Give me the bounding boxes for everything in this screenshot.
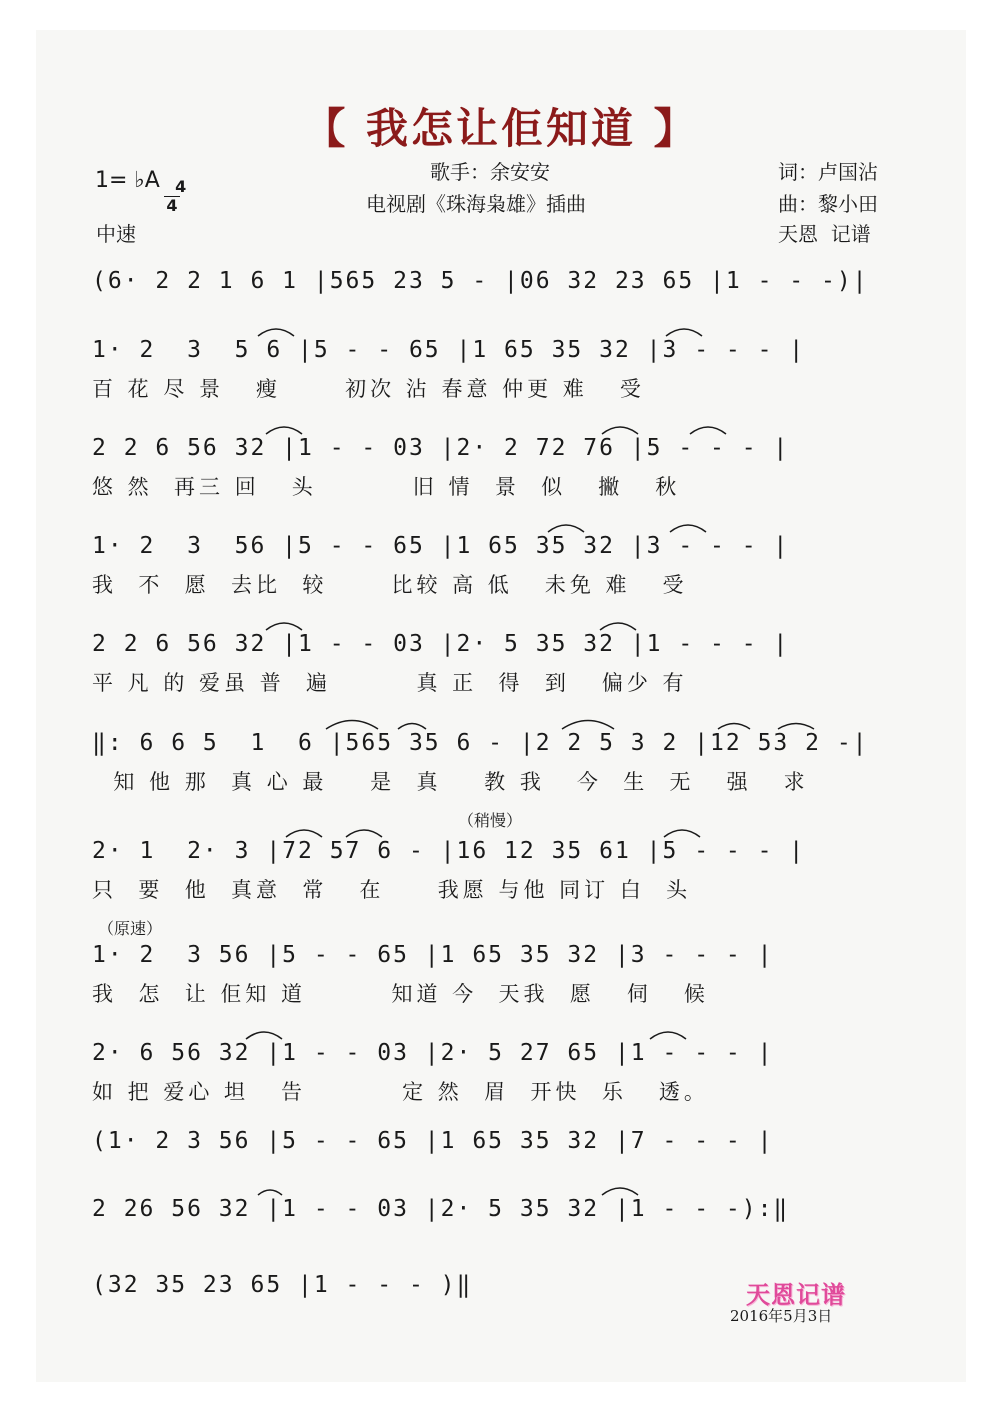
notation: (1· 2 3 56 |5 - - 65 |1 65 35 32 |7 - - - | — [92, 1128, 774, 1154]
tempo-marking: 中速 — [96, 222, 136, 246]
notation: 2· 6 56 32 |1 - - 03 |2· 5 27 65 |1 - - - | — [92, 1040, 774, 1066]
transcription-date: 2016年5月3日 — [730, 1307, 833, 1325]
lyrics: 百 花 尽 景 瘦 初次 沾 春意 仲更 难 受 — [92, 377, 645, 401]
key-signature: 1= ♭A — [95, 168, 160, 193]
source-credit: 电视剧《珠海枭雄》插曲 — [366, 192, 586, 216]
notation: (32 35 23 65 |1 - - - )‖ — [92, 1272, 473, 1298]
lyrics: 悠 然 再三 回 头 旧 情 景 似 撇 秋 — [92, 475, 681, 499]
lyrics: 如 把 爱心 坦 告 定 然 眉 开快 乐 透。 — [92, 1080, 709, 1104]
lyrics: 我 不 愿 去比 较 比较 高 低 未免 难 受 — [92, 573, 688, 597]
notation: 1· 2 3 5 6 |5 - - 65 |1 65 35 32 |3 - - - | — [92, 337, 806, 363]
composer-credit: 曲：黎小田 — [778, 192, 878, 216]
time-signature: 4 4 — [164, 163, 180, 214]
notation: 2 2 6 56 32 |1 - - 03 |2· 2 72 76 |5 - - - | — [92, 435, 790, 461]
lyricist-credit: 词：卢国沾 — [778, 160, 878, 184]
singer-credit: 歌手：余安安 — [430, 160, 550, 184]
transcriber-credit: 天恩 记谱 — [778, 222, 871, 246]
song-title: 【 我怎让佢知道 】 — [303, 104, 699, 153]
lyrics: 只 要 他 真意 常 在 我愿 与他 同订 白 头 — [92, 878, 692, 902]
notation: 2· 1 2· 3 |72 57 6 - |16 12 35 61 |5 - - - | — [92, 838, 806, 864]
transcriber-stamp: 天恩记谱 — [746, 1280, 846, 1309]
notation: 1· 2 3 56 |5 - - 65 |1 65 35 32 |3 - - - | — [92, 533, 790, 559]
notation: (6· 2 2 1 6 1 |565 23 5 - |06 32 23 65 |1 - - -)| — [92, 268, 869, 294]
tempo-note-slower: （稍慢） — [458, 811, 523, 830]
tempo-note-original: （原速） — [98, 919, 163, 938]
notation: 2 26 56 32 |1 - - 03 |2· 5 35 32 |1 - - -):‖ — [92, 1196, 790, 1222]
lyrics: 我 怎 让 佢知 道 知道 今 天我 愿 伺 候 — [92, 982, 709, 1006]
lyrics: 知 他 那 真 心 最 是 真 教 我 今 生 无 强 求 — [92, 770, 809, 794]
notation: ‖: 6 6 5 1 6 |565 35 6 - |2 2 5 3 2 |12 53 2 -| — [92, 730, 869, 756]
notation: 2 2 6 56 32 |1 - - 03 |2· 5 35 32 |1 - - - | — [92, 631, 790, 657]
lyrics: 平 凡 的 爱虽 普 遍 真 正 得 到 偏少 有 — [92, 671, 688, 695]
notation: 1· 2 3 56 |5 - - 65 |1 65 35 32 |3 - - - | — [92, 942, 774, 968]
